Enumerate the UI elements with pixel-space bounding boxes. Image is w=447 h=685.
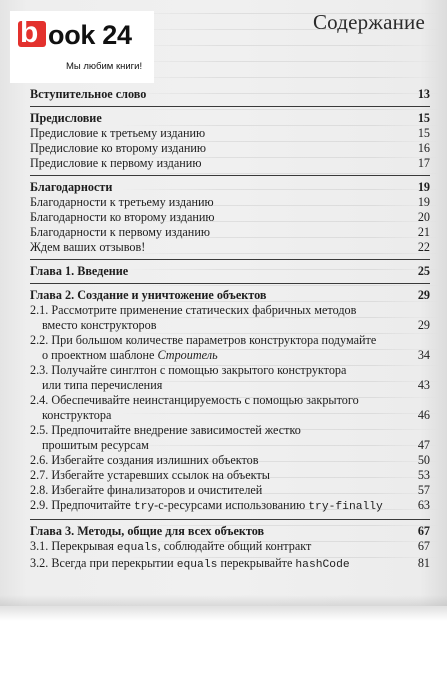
toc-entry[interactable] (30, 333, 430, 363)
toc-page-number: 15 (417, 126, 430, 140)
toc-entry-text: 3.1. Перекрывая (30, 539, 117, 553)
toc-entry-text: о проектном шаблоне (42, 348, 158, 362)
toc-entry-label: Благодарности (30, 180, 113, 194)
toc-page-number: 67 (417, 539, 430, 553)
toc-page-number: 50 (417, 453, 430, 467)
toc-entry-line: 2.1. Рассмотрите применение статических фабричных методов (30, 303, 357, 317)
toc-entry-label (30, 303, 410, 333)
toc-entry[interactable] (30, 303, 430, 333)
toc-entry-label (30, 498, 410, 515)
toc-entry-line: 2.5. Предпочитайте внедрение зависимостей жестко (30, 423, 301, 437)
toc-entry-text: перекрывайте (217, 556, 296, 570)
toc-entry-label: Предисловие к первому изданию (30, 156, 202, 170)
toc-entry[interactable] (30, 556, 430, 573)
toc-entry-label (30, 556, 410, 573)
toc-entry-label (30, 393, 410, 423)
toc-entry-text: -с-ресурсами использованию (154, 498, 309, 512)
toc-page-number: 22 (417, 240, 430, 254)
toc-page-number: 25 (417, 264, 430, 278)
divider (30, 106, 430, 107)
logo-tagline: Мы любим книги! (66, 61, 143, 72)
toc-page-number: 81 (417, 556, 430, 570)
page-title: Содержание (312, 10, 425, 34)
toc-page-number: 46 (417, 408, 430, 422)
toc-entry[interactable] (30, 225, 430, 240)
toc-page-number: 57 (417, 483, 430, 497)
divider (30, 519, 430, 520)
toc-entry-text: , соблюдайте общий контракт (157, 539, 312, 553)
toc-entry[interactable] (30, 195, 430, 210)
toc-page-number: 19 (417, 195, 430, 209)
toc-entry-label: 2.6. Избегайте создания излишних объектов (30, 453, 259, 467)
toc-chapter[interactable] (30, 264, 430, 279)
divider (30, 175, 430, 176)
toc-entry[interactable] (30, 363, 430, 393)
toc-entry[interactable] (30, 126, 430, 141)
toc-entry-label: Ждем ваших отзывов! (30, 240, 146, 254)
toc-entry-code: try (133, 501, 155, 513)
toc-entry[interactable] (30, 180, 430, 195)
toc-entry[interactable] (30, 156, 430, 171)
toc-page-number: 15 (417, 111, 430, 125)
logo-letter-b: b (20, 16, 39, 49)
toc-entry-label: Предисловие к третьему изданию (30, 126, 206, 140)
toc-entry[interactable] (30, 87, 430, 102)
toc-entry-line (30, 348, 400, 363)
logo-wordmark: ook 24 (48, 20, 132, 50)
divider (30, 259, 430, 260)
toc-page-number: 19 (417, 180, 430, 194)
toc-entry[interactable] (30, 393, 430, 423)
toc-entry[interactable] (30, 468, 430, 483)
toc-entry-text: 3.2. Всегда при перекрытии (30, 556, 177, 570)
toc-entry-code: equals (176, 559, 218, 571)
toc-entry-italic: Строитель (157, 348, 218, 362)
toc-entry-line: 2.4. Обеспечивайте неинстанцируемость с помощью закрытого (30, 393, 359, 407)
table-of-contents (30, 87, 430, 573)
toc-chapter[interactable] (30, 524, 430, 539)
toc-page-number: 29 (417, 318, 430, 332)
toc-page-number: 67 (417, 524, 430, 538)
toc-entry-label: Предисловие ко второму изданию (30, 141, 207, 155)
toc-entry-text: 2.9. Предпочитайте (30, 498, 134, 512)
toc-entry-label: Глава 2. Создание и уничтожение объектов (30, 288, 267, 302)
toc-entry[interactable] (30, 111, 430, 126)
toc-entry-label (30, 333, 410, 363)
toc-entry[interactable] (30, 423, 430, 453)
divider (30, 283, 430, 284)
toc-page-number: 20 (417, 210, 430, 224)
toc-page-number: 47 (417, 438, 430, 452)
book24-logo[interactable] (10, 11, 154, 83)
toc-entry-label: Вступительное слово (30, 87, 147, 101)
toc-entry-line: 2.3. Получайте синглтон с помощью закрытого конструктора (30, 363, 347, 377)
toc-page-number: 16 (417, 141, 430, 155)
toc-entry-line: конструктора (42, 408, 112, 422)
toc-entry-code: equals (116, 542, 158, 554)
toc-entry-label: Благодарности ко второму изданию (30, 210, 215, 224)
toc-entry-label (30, 423, 410, 453)
toc-entry[interactable] (30, 539, 430, 556)
toc-entry-label: Глава 1. Введение (30, 264, 129, 278)
toc-entry-label (30, 539, 410, 556)
toc-entry-label: 2.7. Избегайте устаревших ссылок на объекты (30, 468, 270, 482)
toc-page-number: 21 (417, 225, 430, 239)
toc-entry-label: 2.8. Избегайте финализаторов и очистителей (30, 483, 263, 497)
toc-entry-line: или типа перечисления (42, 378, 163, 392)
toc-entry-line: 2.2. При большом количестве параметров конструктора подумайте (30, 333, 377, 347)
toc-entry[interactable] (30, 498, 430, 515)
toc-entry[interactable] (30, 453, 430, 468)
toc-entry-line: вместо конструкторов (42, 318, 157, 332)
toc-entry[interactable] (30, 210, 430, 225)
toc-page-number: 63 (417, 498, 430, 512)
toc-entry-code: hashCode (295, 559, 350, 571)
toc-page-number: 17 (417, 156, 430, 170)
toc-entry-label: Предисловие (30, 111, 102, 125)
toc-page-number: 13 (417, 87, 430, 101)
toc-entry[interactable] (30, 141, 430, 156)
page-edge-shadow (0, 595, 447, 621)
toc-page-number: 29 (417, 288, 430, 302)
toc-entry-label (30, 363, 410, 393)
toc-entry-label: Глава 3. Методы, общие для всех объектов (30, 524, 265, 538)
toc-entry[interactable] (30, 240, 430, 255)
toc-entry-label: Благодарности к первому изданию (30, 225, 210, 239)
toc-page-number: 53 (417, 468, 430, 482)
toc-entry-label: Благодарности к третьему изданию (30, 195, 214, 209)
toc-entry-line: прошитым ресурсам (42, 438, 149, 452)
toc-entry-code: try-finally (308, 501, 383, 513)
toc-page-number: 34 (417, 348, 430, 362)
toc-chapter[interactable] (30, 288, 430, 303)
toc-entry[interactable] (30, 483, 430, 498)
toc-page-number: 43 (417, 378, 430, 392)
